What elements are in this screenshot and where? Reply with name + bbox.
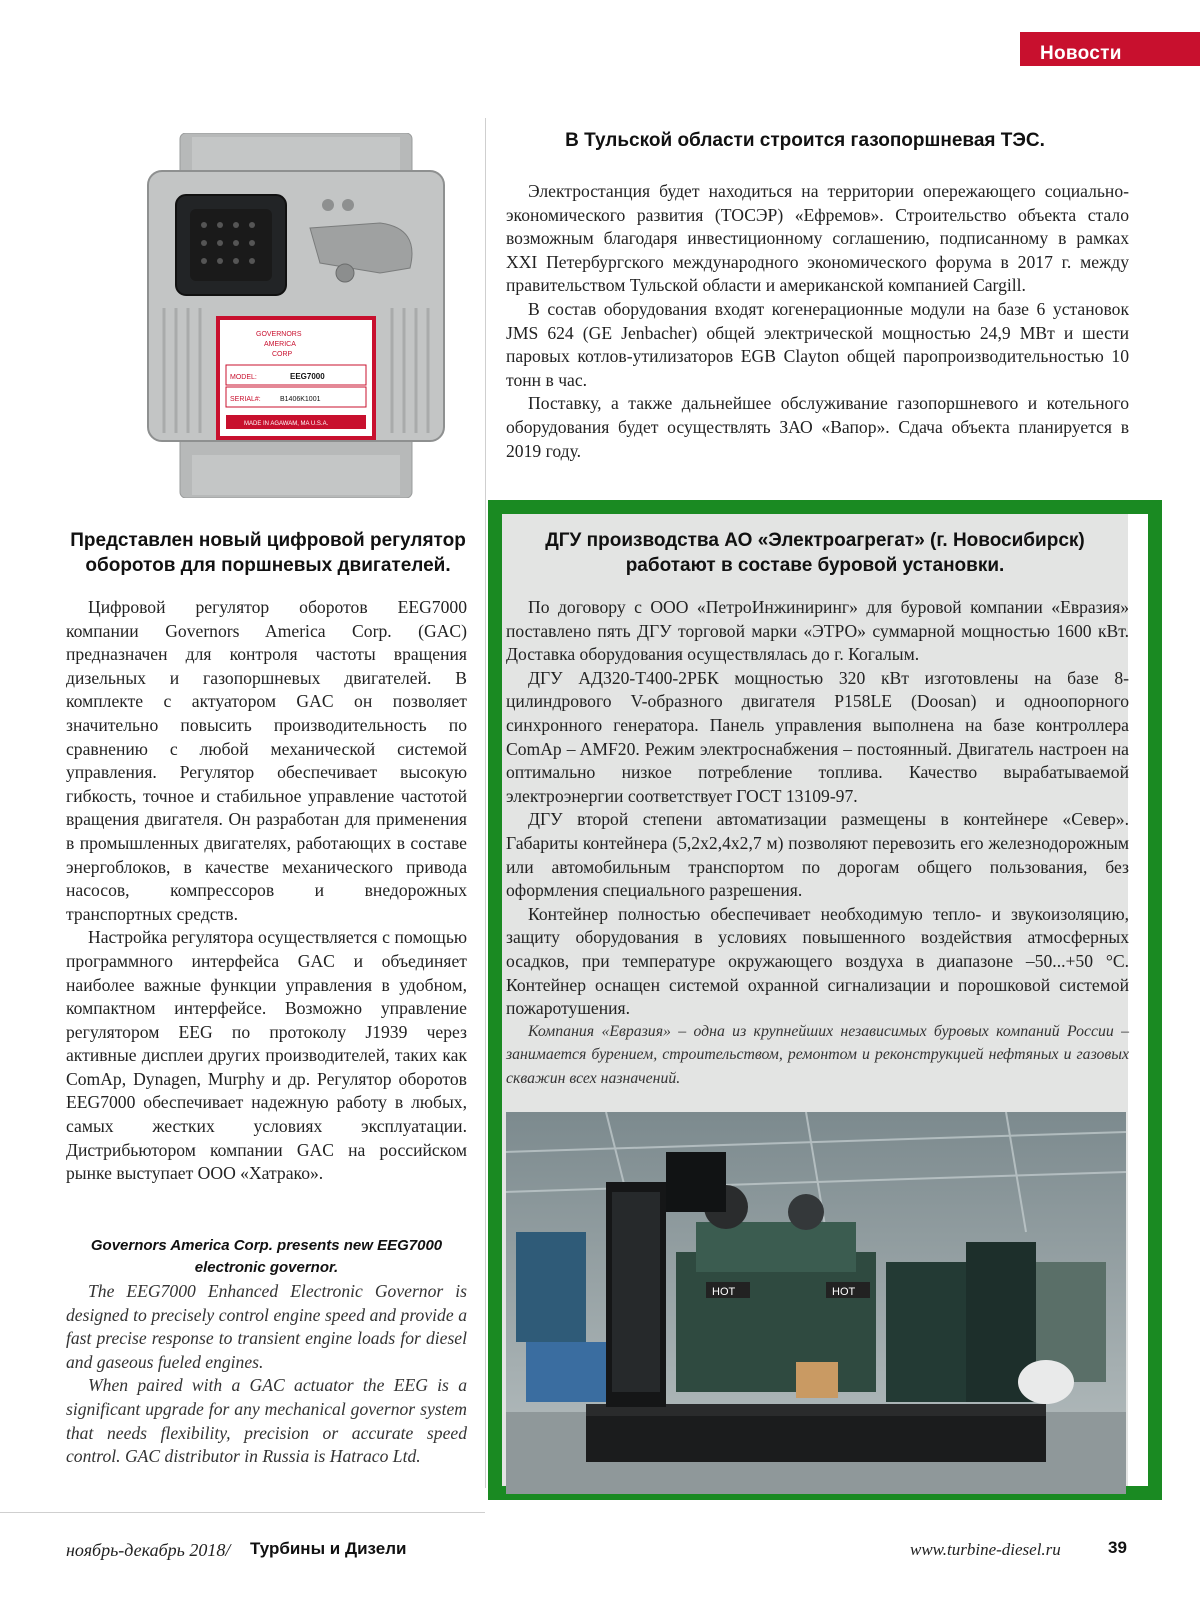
article-title-diesel-gensets: ДГУ производства АО «Электроагрегат» (г. Новосибирск) работают в составе буровой установки.: [545, 530, 1085, 576]
paragraph: Поставку, а также дальнейшее обслуживание газопоршневого и котельного оборудования будет осуществлять ЗАО «Вапор». Сдача объекта планируется в 2019 году.: [506, 393, 1129, 461]
label-serial-label: SERIAL#:: [230, 396, 261, 403]
paragraph: When paired with a GAC actuator the EEG is a significant upgrade for any mechanical governor system that needs flexibility, precision or accurate speed control. GAC distributor in Russia is Hatraco Ltd.: [66, 1375, 467, 1467]
footer-journal-name: Турбины и Дизели: [250, 1539, 407, 1558]
article-title-english: Governors America Corp. presents new EEG7000 electronic governor.: [90, 1237, 443, 1276]
label-made-in: MADE IN AGAWAM, MA U.S.A.: [244, 421, 329, 427]
label-logo-line-3: CORP: [272, 351, 293, 358]
label-model-value: EEG7000: [290, 372, 325, 381]
hot-label-right: HOT: [832, 1286, 856, 1298]
article-body-english: [66, 1280, 467, 1469]
article-title-digital-governor: Представлен новый цифровой регулятор оборотов для поршневых двигателей.: [70, 530, 466, 576]
paragraph: Настройка регулятора осуществляется с помощью программного интерфейса GAC и объединяет наиболее важные функции управления в удобном, компактном интерфейсе. Возможно управление регулятором EEG по протоколу J1939 через активные дисплеи других производителей, таких как ComAp, Dynagen, Murphy и др. Регулятор оборотов EEG7000 обеспечивает надежную работу в любых, самых жестких условиях эксплуатации. Дистрибьютором компании GAC на российском рынке выступает ООО «Хатрако».: [66, 927, 467, 1184]
governor-product-photo: [140, 133, 452, 498]
header-divider: [1130, 32, 1200, 34]
paragraph: Цифровой регулятор оборотов EEG7000 компании Governors America Corp. (GAC) предназначен для контроля частоты вращения дизельных и газопоршневых двигателей. В комплекте с актуатором GAC он позволяет значительно повысить производительность по сравнению с любой механической системой управления. Регулятор обеспечивает высокую гибкость, точное и стабильное управление частотой вращения двигателя. Он разработан для применения в промышленных двигателях, работающих в составе энергоблоков, в качестве механического привода насосов, компрессоров и внедорожных транспортных средств.: [66, 597, 467, 924]
label-logo-line-1: GOVERNORS: [256, 331, 302, 338]
footer-issue-date: ноябрь-декабрь 2018/: [66, 1540, 231, 1560]
label-serial-value: B1406K1001: [280, 396, 321, 403]
page-number: 39: [1108, 1538, 1127, 1557]
paragraph: The EEG7000 Enhanced Electronic Governor is designed to precisely control engine speed and provide a fast precise response to transient engine loads for diesel and gaseous fueled engines.: [66, 1281, 467, 1372]
article-note-eurasia: [506, 1020, 1129, 1090]
footer-website-link[interactable]: www.turbine-diesel.ru: [910, 1540, 1061, 1559]
paragraph: ДГУ АД320-Т400-2РБК мощностью 320 кВт изготовлены на базе 8-цилиндрового V-образного двигателя P158LE (Doosan) и одноопорного синхронного генератора. Панель управления выполнена на базе контроллера ComAp – AMF20. Режим электроснабжения – постоянный. Двигатель настроен на оптимально низкое потребление топлива. Качество вырабатываемой электроэнергии соответствует ГОСТ 13109-97.: [506, 667, 1129, 806]
article-body-gas-power-plant: [506, 180, 1129, 463]
article-body-digital-governor: [66, 596, 467, 1186]
article-body-diesel-gensets: [506, 596, 1129, 1021]
column-divider: [485, 118, 486, 1488]
hot-label-left: HOT: [712, 1286, 736, 1298]
label-model-label: MODEL:: [230, 374, 257, 381]
paragraph: ДГУ второй степени автоматизации размещены в контейнере «Север». Габариты контейнера (5,2х2,4х2,7 м) позволяют перевозить его железнодорожным или автомобильным транспортом по дорогам общего пользования, без оформления специального разрешения.: [506, 809, 1129, 901]
diesel-genset-photo: [506, 1112, 1126, 1494]
article-title-gas-power-plant: В Тульской области строится газопоршневая ТЭС.: [565, 130, 1045, 151]
section-label: Новости: [1040, 43, 1122, 64]
paragraph: В состав оборудования входят когенерационные модули на базе 6 установок JMS 624 (GE Jenbacher) общей электрической мощностью 24,9 МВт и шести паровых котлов-утилизаторов EGB Clayton общей паропроизводительностью 10 тонн в час.: [506, 298, 1129, 390]
paragraph: Контейнер полностью обеспечивает необходимую тепло- и звукоизоляцию, защиту оборудования в условиях повышенного воздействия атмосферных осадков, при температуре окружающего воздуха в диапазоне –50...+50 °С. Контейнер оснащен системой охранной сигнализации и порошковой системой пожаротушения.: [506, 903, 1129, 1019]
paragraph: Компания «Евразия» – одна из крупнейших независимых буровых компаний России – занимается бурением, строительством, ремонтом и реконструкцией нефтяных и газовых скважин всех назначений.: [506, 1023, 1129, 1087]
label-logo-line-2: AMERICA: [264, 341, 296, 348]
bottom-divider: [0, 1512, 485, 1513]
paragraph: Электростанция будет находиться на территории опережающего социально-экономического развития (ТОСЭР) «Ефремов». Строительство объекта стало возможным благодаря инвестиционному соглашению, подписанному в рамках XXI Петербургского международного экономического форума в 2017 г. между правительством Тульской области и американской компанией Cargill.: [506, 181, 1129, 296]
paragraph: По договору с ООО «ПетроИнжиниринг» для буровой компании «Евразия» поставлено пять ДГУ торговой марки «ЭТРО» суммарной мощностью 1600 кВт. Доставка оборудования осуществлялась до г. Когалым.: [506, 597, 1129, 665]
